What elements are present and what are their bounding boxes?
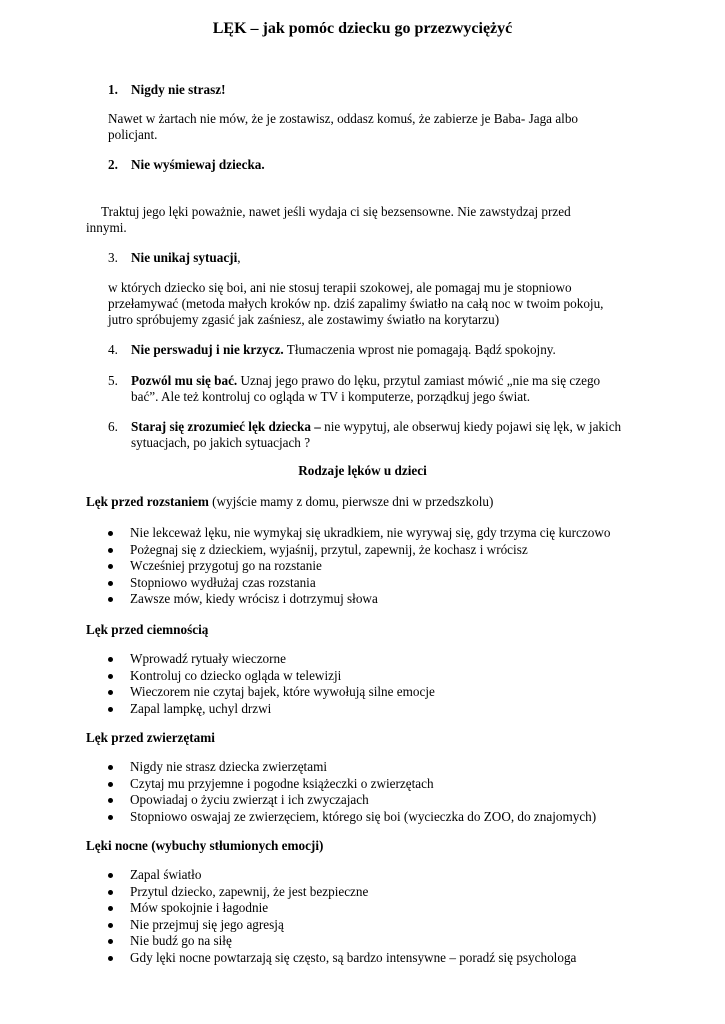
section-heading-text: Lęki nocne (wybuchy stłumionych emocji): [86, 838, 324, 853]
bullet-icon: [108, 906, 113, 911]
list-item-text: Czytaj mu przyjemne i pogodne książeczki o zwierzętach: [130, 775, 434, 791]
list-item: [108, 575, 610, 592]
item-4: [131, 342, 556, 359]
list-item-text: Zapal światło: [130, 867, 202, 882]
section-heading: [86, 730, 215, 747]
list-item-text: Przytul dziecko, zapewnij, że jest bezpieczne: [130, 883, 369, 899]
item-5: [131, 373, 600, 390]
item-heading: Nie unikaj sytuacji: [131, 250, 238, 265]
item-number: 2.: [108, 157, 118, 172]
list-item: [108, 759, 596, 776]
list-item: [108, 950, 576, 967]
list-item-text: Stopniowo oswajaj ze zwierzęciem, którego się boi (wycieczka do ZOO, do znajomych): [130, 808, 597, 824]
item-6: [131, 419, 621, 436]
bullet-icon: [108, 782, 113, 787]
list-item-text: Zawsze mów, kiedy wrócisz i dotrzymuj słowa: [130, 591, 378, 606]
paragraph-line: Traktuj jego lęki poważnie, nawet jeśli wydaja ci się bezsensowne. Nie zawstydzaj przed: [101, 204, 571, 219]
section-note: (wyjście mamy z domu, pierwsze dni w przedszkolu): [208, 494, 494, 509]
item-heading: Staraj się zrozumieć lęk dziecka –: [131, 419, 321, 434]
bullet-icon: [108, 657, 113, 662]
item-2: [131, 157, 265, 174]
item-3: [131, 250, 241, 267]
item-heading: Pozwól mu się bać.: [131, 373, 238, 388]
item-continuation: bać”. Ale też kontroluj co ogląda w TV i komputerze, porządkuj jego świat.: [131, 389, 531, 404]
list-item-text: Wprowadź rytuały wieczorne: [130, 651, 286, 666]
section-heading: [86, 838, 323, 855]
bullet-icon: [108, 798, 113, 803]
page-title: LĘK – jak pomóc dziecku go przezwyciężyć: [212, 20, 513, 37]
bullet-icon: [108, 923, 113, 928]
list-item-text: Nie przejmuj się jego agresją: [130, 916, 284, 932]
item-heading: Nigdy nie strasz!: [131, 82, 226, 97]
bullet-icon: [108, 548, 113, 553]
list-item: [108, 651, 435, 668]
item-1: [131, 82, 226, 99]
bullet-icon: [108, 956, 113, 961]
paragraph-line: policjant.: [108, 127, 158, 142]
list-item: [108, 591, 610, 608]
list-item: [108, 668, 435, 685]
bullet-icon: [108, 564, 113, 569]
item-number: 1.: [108, 82, 118, 97]
list-item-text: Kontroluj co dziecko ogląda w telewizji: [130, 667, 342, 683]
item-number: 6.: [108, 419, 118, 434]
bullet-icon: [108, 815, 113, 820]
bullet-list: [108, 525, 610, 608]
item-number: 5.: [108, 373, 118, 388]
list-item: [108, 684, 435, 701]
list-item-text: Wieczorem nie czytaj bajek, które wywołują silne emocje: [130, 684, 435, 699]
list-item-text: Stopniowo wydłużaj czas rozstania: [130, 574, 316, 590]
list-item: [108, 525, 610, 542]
bullet-icon: [108, 581, 113, 586]
list-item-text: Nie budź go na siłę: [130, 933, 232, 948]
list-item: [108, 776, 596, 793]
paragraph-line: przełamywać (metoda małych kroków np. dziś zapalimy światło na całą noc w twoim pokoju,: [108, 296, 604, 311]
list-item-text: Opowiadaj o życiu zwierząt i ich zwyczajach: [130, 792, 369, 807]
item-continuation: sytuacjach, po jakich sytuacjach ?: [131, 435, 311, 450]
section-heading-text: Lęk przed ciemnością: [86, 622, 209, 637]
item-text: nie wypytuj, ale obserwuj kiedy pojawi się lęk, w jakich: [320, 419, 622, 434]
list-item: [108, 792, 596, 809]
paragraph-line: w których dziecko się boi, ani nie stosuj terapii szokowej, ale pomagaj mu je stopniowo: [108, 280, 572, 295]
item-heading: Nie wyśmiewaj dziecka.: [131, 157, 265, 172]
list-item: [108, 933, 576, 950]
bullet-icon: [108, 873, 113, 878]
list-item: [108, 542, 610, 559]
section-heading-text: Lęk przed rozstaniem: [86, 494, 209, 509]
item-heading: Nie perswaduj i nie krzycz.: [131, 342, 284, 357]
bullet-icon: [108, 939, 113, 944]
bullet-list: [108, 867, 576, 966]
bullet-icon: [108, 707, 113, 712]
list-item: [108, 558, 610, 575]
list-item: [108, 884, 576, 901]
item-number: 3.: [108, 250, 118, 265]
section-heading: [86, 622, 208, 639]
paragraph-line: jutro spróbujemy zgasić jak zaśniesz, ale zostawimy światło na korytarzu): [108, 312, 500, 327]
section-title: Rodzaje lęków u dzieci: [298, 463, 427, 478]
list-item-text: Nigdy nie strasz dziecka zwierzętami: [130, 759, 327, 774]
bullet-icon: [108, 674, 113, 679]
list-item-text: Gdy lęki nocne powtarzają się często, są bardzo intensywne – poradź się psychologa: [130, 949, 577, 965]
bullet-list: [108, 759, 596, 825]
bullet-icon: [108, 890, 113, 895]
section-heading-text: Lęk przed zwierzętami: [86, 730, 215, 745]
section-heading: [86, 494, 493, 511]
list-item-text: Zapal lampkę, uchyl drzwi: [130, 700, 272, 716]
list-item: [108, 701, 435, 718]
item-number: 4.: [108, 342, 118, 357]
list-item: [108, 900, 576, 917]
bullet-icon: [108, 690, 113, 695]
item-text: Tłumaczenia wprost nie pomagają. Bądź spokojny.: [283, 342, 556, 357]
bullet-icon: [108, 531, 113, 536]
list-item-text: Wcześniej przygotuj go na rozstanie: [130, 558, 322, 573]
list-item: [108, 917, 576, 934]
bullet-icon: [108, 765, 113, 770]
list-item: [108, 867, 576, 884]
list-item-text: Nie lekceważ lęku, nie wymykaj się ukradkiem, nie wyrywaj się, gdy trzyma cię kurczowo: [130, 525, 611, 540]
paragraph-line: innymi.: [86, 220, 127, 235]
list-item-text: Mów spokojnie i łagodnie: [130, 900, 269, 915]
item-text: ,: [237, 250, 241, 265]
list-item: [108, 809, 596, 826]
item-text: Uznaj jego prawo do lęku, przytul zamiast mówić „nie ma się czego: [237, 373, 601, 388]
bullet-list: [108, 651, 435, 717]
list-item-text: Pożegnaj się z dzieckiem, wyjaśnij, przytul, zapewnij, że kochasz i wrócisz: [130, 541, 528, 557]
paragraph-line: Nawet w żartach nie mów, że je zostawisz, oddasz komuś, że zabierze je Baba- Jaga albo: [108, 111, 579, 126]
bullet-icon: [108, 597, 113, 602]
